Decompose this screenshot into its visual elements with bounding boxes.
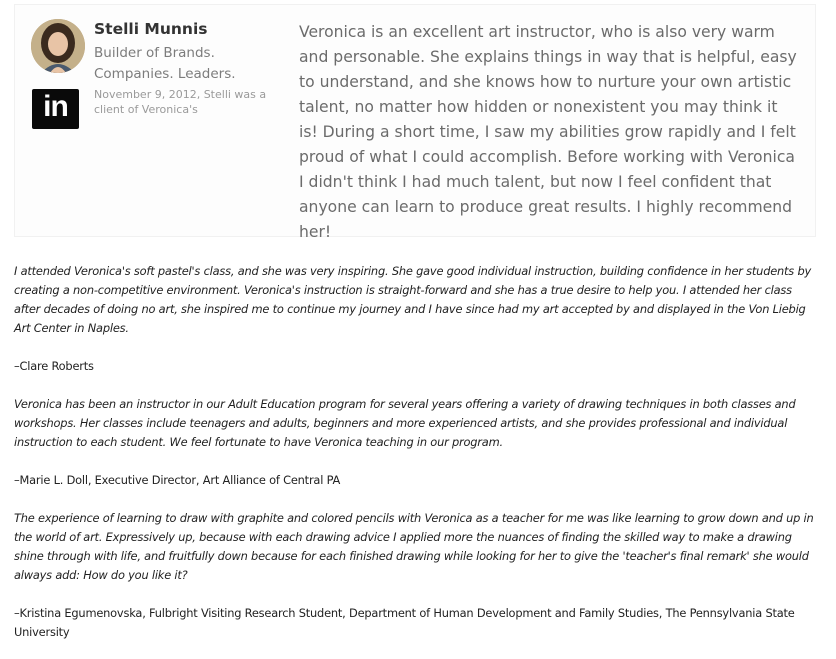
testimonial-author: –Marie L. Doll, Executive Director, Art Alliance of Central PA (14, 473, 341, 487)
avatar-photo-icon (31, 19, 85, 73)
testimonial-text: I attended Veronica's soft pastel's class, and she was very inspiring. She gave good individual instruction, building confidence in her students by creating a non-competitive environment. Veronica's instruction is straight-forward and she has a true desire to help you. I attended her class after decades of doing no art, she inspired me to continue my journey and I have since had my art accepted by and displayed in the Von Liebig Art Center in Naples. (14, 264, 812, 335)
recommendation-card (14, 4, 816, 241)
testimonial-author: –Clare Roberts (14, 359, 94, 373)
testimonial-text: Veronica has been an instructor in our Adult Education program for several years offering a variety of drawing techniques in both classes and workshops. Her classes include teenagers and adults, beginners and more experienced artists, and she provides professional and individual instruction to each student. We feel fortunate to have Veronica teaching in our program. (14, 397, 796, 449)
author-title: Builder of Brands. Companies. Leaders. (94, 45, 236, 82)
author-name: Stelli Munnis (94, 20, 208, 38)
testimonial-text: The experience of learning to draw with graphite and colored pencils with Veronica as a teacher for me was like learning to grow down and up in the world of art. Expressively up, because with each drawing advice I applied more the nuances of finding the skilled way to make a drawing shine through with life, and fruitfully down because for each finished drawing while looking for her to give the 'teacher's final remark' she would always add: How do you like it? (14, 511, 814, 582)
testimonials-list (14, 262, 820, 659)
testimonial-author: –Kristina Egumenovska, Fulbright Visiting Research Student, Department of Human Development and Family Studies, The Pennsylvania State University (14, 606, 795, 639)
linkedin-icon (32, 89, 79, 129)
recommendation-meta: November 9, 2012, Stelli was a client of Veronica's (94, 88, 267, 116)
linkedin-logo-text: in (43, 90, 68, 123)
avatar (31, 19, 85, 73)
recommendation-quote: Veronica is an excellent art instructor, who is also very warm and personable. She explains things in way that is helpful, easy to understand, and she knows how to nurture your own artistic talent, no matter how hidden or nonexistent you may think it is! During a short time, I saw my abilities grow rapidly and I felt proud of what I could accomplish. Before working with Veronica I didn't think I had much talent, but now I feel confident that anyone can learn to produce great results. I highly recommend her! (299, 23, 797, 241)
